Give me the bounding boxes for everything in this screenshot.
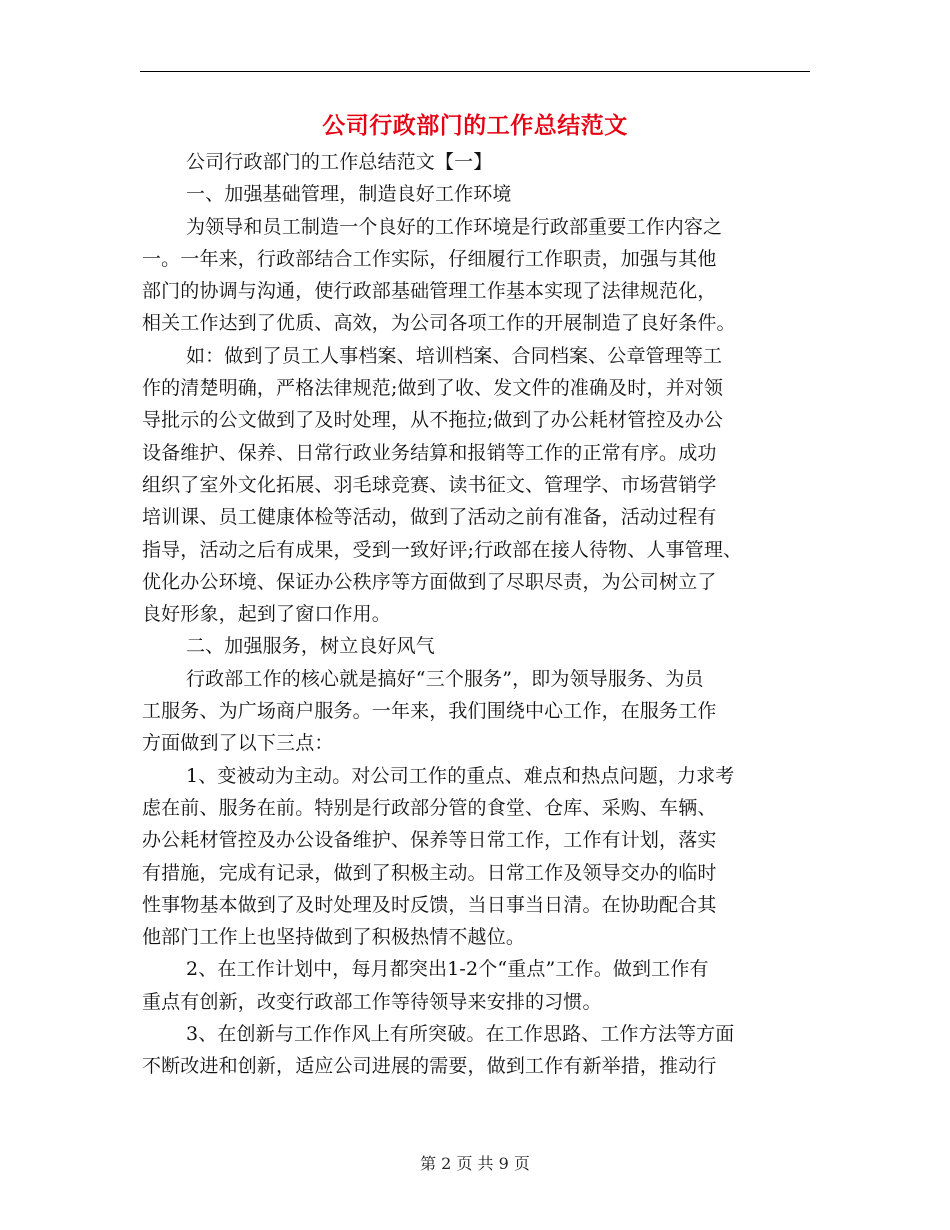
body-line: 培训课、员工健康体检等活动，做到了活动之前有准备，活动过程有 — [142, 506, 717, 529]
body-line: 良好形象，起到了窗口作用。 — [142, 603, 391, 626]
body-line: 一。一年来，行政部结合工作实际，仔细履行工作职责，加强与其他 — [142, 247, 717, 270]
document-title: 公司行政部门的工作总结范文 — [322, 112, 628, 139]
body-line: 如：做到了员工人事档案、培训档案、合同档案、公章管理等工 — [186, 344, 723, 367]
body-line: 3、在创新与工作作风上有所突破。在工作思路、工作方法等方面 — [186, 1023, 735, 1046]
body-line: 为领导和员工制造一个良好的工作环境是行政部重要工作内容之 — [186, 215, 723, 238]
body-line: 导批示的公文做到了及时处理，从不拖拉;做到了办公耗材管控及办公 — [142, 409, 724, 432]
body-line: 作的清楚明确，严格法律规范;做到了收、发文件的准确及时，并对领 — [142, 377, 724, 400]
header-rule — [140, 71, 810, 72]
body-line: 相关工作达到了优质、高效，为公司各项工作的开展制造了良好条件。 — [142, 312, 736, 335]
body-line: 公司行政部门的工作总结范文【一】 — [186, 151, 493, 173]
body-line: 优化办公环境、保证办公秩序等方面做到了尽职尽责，为公司树立了 — [142, 570, 717, 593]
body-line: 不断改进和创新，适应公司进展的需要，做到工作有新举措，推动行 — [142, 1055, 717, 1078]
body-line: 有措施，完成有记录，做到了积极主动。日常工作及领导交办的临时 — [142, 861, 717, 884]
body-line: 组织了室外文化拓展、羽毛球竞赛、读书征文、管理学、市场营销学 — [142, 473, 717, 496]
body-line: 他部门工作上也坚持做到了积极热情不越位。 — [142, 926, 526, 949]
body-line: 设备维护、保养、日常行政业务结算和报销等工作的正常有序。成功 — [142, 441, 717, 464]
body-line: 办公耗材管控及办公设备维护、保养等日常工作，工作有计划，落实 — [142, 829, 717, 852]
body-line: 重点有创新，改变行政部工作等待领导来安排的习惯。 — [142, 990, 602, 1013]
page-number: 第 2 页 共 9 页 — [420, 1154, 530, 1173]
body-line: 二、加强服务，树立良好风气 — [186, 635, 435, 658]
body-line: 部门的协调与沟通，使行政部基础管理工作基本实现了法律规范化， — [142, 280, 717, 303]
body-line: 2、在工作计划中，每月都突出1-2个“重点”工作。做到工作有 — [186, 958, 709, 981]
body-line: 行政部工作的核心就是搞好“三个服务”，即为领导服务、为员 — [186, 667, 704, 690]
body-line: 工服务、为广场商户服务。一年来，我们围绕中心工作，在服务工作 — [142, 700, 717, 723]
body-line: 1、变被动为主动。对公司工作的重点、难点和热点问题，力求考 — [186, 764, 735, 787]
body-line: 性事物基本做到了及时处理及时反馈，当日事当日清。在协助配合其 — [142, 893, 717, 916]
body-line: 一、加强基础管理，制造良好工作环境 — [186, 183, 512, 206]
body-line: 虑在前、服务在前。特别是行政部分管的食堂、仓库、采购、车辆、 — [142, 796, 717, 819]
document-body — [142, 146, 810, 1083]
body-line: 方面做到了以下三点： — [142, 732, 334, 755]
body-line: 指导，活动之后有成果，受到一致好评;行政部在接人待物、人事管理、 — [142, 538, 743, 561]
